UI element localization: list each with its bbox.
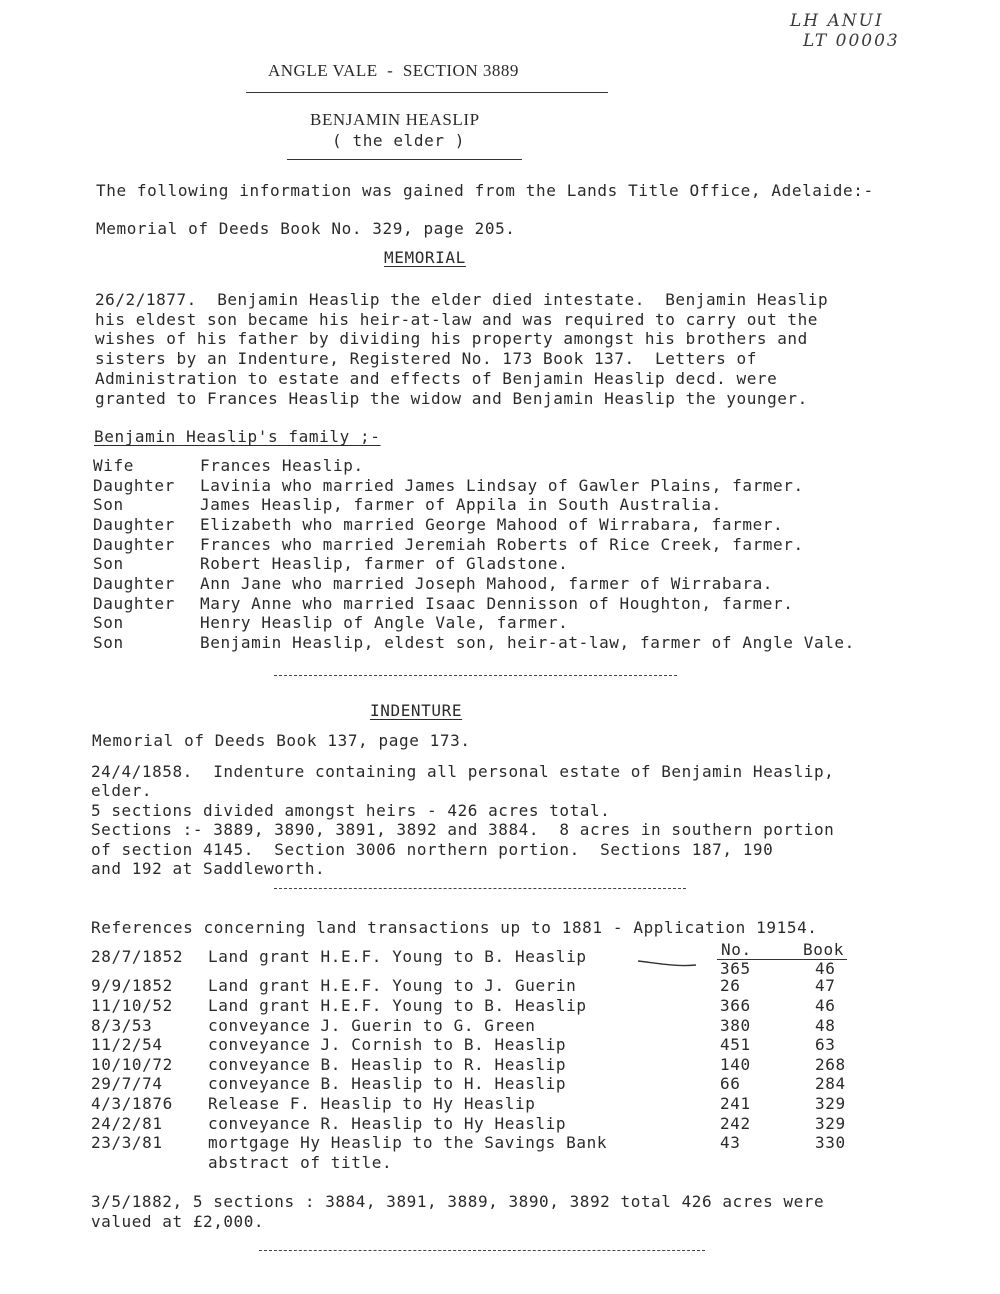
family-description: Benjamin Heaslip, eldest son, heir-at-law, farmer of Angle Vale. [200,633,855,652]
indenture-line: 5 sections divided amongst heirs - 426 acres total. [91,800,611,820]
table-row [0,1133,1000,1153]
section-divider [274,675,677,676]
transaction-no: 43 [720,1133,741,1152]
transaction-date: 9/9/1852 [91,976,173,995]
transaction-description: conveyance J. Cornish to B. Heaslip [208,1035,567,1054]
family-description: Elizabeth who married George Mahood of Wirrabara, farmer. [200,515,784,534]
memorial-line: 26/2/1877. Benjamin Heaslip the elder died intestate. Benjamin Heaslip [95,290,829,309]
transaction-date: 28/7/1852 [91,947,184,966]
transaction-description: Land grant H.E.F. Young to B. Heaslip [208,947,587,966]
family-member-row [0,535,1000,555]
transaction-book: 329 [815,1094,846,1113]
family-member-row [0,456,1000,476]
transaction-date: 10/10/72 [91,1055,173,1074]
transaction-book: 330 [815,1133,846,1152]
indenture-line: and 192 at Saddleworth. [91,859,326,879]
family-role: Wife [93,456,134,475]
valuation-line: 3/5/1882, 5 sections : 3884, 3891, 3889, 3890, 3892 total 426 acres were [91,1192,825,1211]
indenture-line: elder. [91,781,153,801]
page-title: ANGLE VALE - SECTION 3889 [268,61,519,80]
transaction-book: 48 [815,1016,836,1035]
person-subtitle: ( the elder ) [332,131,466,150]
family-description: Frances Heaslip. [200,456,364,475]
transaction-book: 329 [815,1114,846,1133]
family-description: Lavinia who married James Lindsay of Gawler Plains, farmer. [200,476,804,495]
transaction-book: 46 [815,959,836,978]
transaction-no: 66 [720,1074,741,1093]
transaction-no: 242 [720,1114,751,1133]
references-heading: References concerning land transactions up to 1881 - Application 19154. [91,918,818,937]
transaction-no: 366 [720,996,751,1015]
family-role: Daughter [93,476,175,495]
family-role: Son [93,495,124,514]
transaction-description: conveyance B. Heaslip to H. Heaslip [208,1074,567,1093]
table-row [0,1055,1000,1075]
family-member-row [0,476,1000,496]
family-member-row [0,495,1000,515]
family-description: Henry Heaslip of Angle Vale, farmer. [200,613,569,632]
family-role: Son [93,613,124,632]
transaction-book: 47 [815,976,836,995]
section-divider [259,1250,705,1251]
transaction-note: abstract of title. [208,1153,393,1172]
family-member-row [0,574,1000,594]
transaction-book: 63 [815,1035,836,1054]
table-row [0,1035,1000,1055]
transaction-description: conveyance J. Guerin to G. Green [208,1016,536,1035]
family-description: Robert Heaslip, farmer of Gladstone. [200,554,569,573]
family-role: Son [93,554,124,573]
transaction-description: conveyance B. Heaslip to R. Heaslip [208,1055,567,1074]
transaction-description: Land grant H.E.F. Young to B. Heaslip [208,996,587,1015]
indenture-heading: INDENTURE [370,701,463,720]
indenture-line: Sections :- 3889, 3890, 3891, 3892 and 3884. 8 acres in southern portion [91,820,835,840]
family-member-row [0,594,1000,614]
transaction-date: 8/3/53 [91,1016,153,1035]
memorial-paragraph [95,290,915,408]
transaction-no: 241 [720,1094,751,1113]
transaction-no: 365 [720,959,751,978]
memorial-line: Administration to estate and effects of Benjamin Heaslip decd. were [95,368,778,388]
memorial-line: wishes of his father by dividing his property amongst his brothers and [95,329,808,349]
indenture-paragraph [91,762,911,878]
archive-ref-line-1: LH ANUI [790,11,884,31]
transaction-no: 451 [720,1035,751,1054]
memorial-line: sisters by an Indenture, Registered No. 173 Book 137. Letters of [95,349,757,369]
family-member-row [0,613,1000,633]
transaction-no: 140 [720,1055,751,1074]
family-member-row [0,515,1000,535]
transaction-book: 268 [815,1055,846,1074]
table-row [0,1016,1000,1036]
family-description: Ann Jane who married Joseph Mahood, farmer of Wirrabara. [200,574,774,593]
transaction-description: conveyance R. Heaslip to Hy Heaslip [208,1114,567,1133]
family-role: Daughter [93,574,175,593]
title-rule [246,92,608,93]
table-row [0,1094,1000,1114]
transaction-date: 11/10/52 [91,996,173,1015]
transaction-description: mortgage Hy Heaslip to the Savings Bank [208,1133,608,1152]
column-header-book: Book [803,940,844,959]
family-role: Daughter [93,594,175,613]
family-role: Daughter [93,535,175,554]
family-role: Daughter [93,515,175,534]
memorial-reference: Memorial of Deeds Book No. 329, page 205. [96,219,516,238]
family-description: Mary Anne who married Isaac Dennisson of Houghton, farmer. [200,594,794,613]
column-header-no: No. [721,940,752,959]
transaction-date: 23/3/81 [91,1133,163,1152]
memorial-heading: MEMORIAL [384,248,466,267]
transaction-date: 11/2/54 [91,1035,163,1054]
indenture-reference: Memorial of Deeds Book 137, page 173. [92,731,471,750]
name-rule [287,159,522,160]
archive-ref-line-2: LT 00003 [803,31,900,51]
intro-text: The following information was gained from the Lands Title Office, Adelaide:- [96,181,874,200]
table-row [0,1074,1000,1094]
family-description: Frances who married Jeremiah Roberts of Rice Creek, farmer. [200,535,804,554]
indenture-line: of section 4145. Section 3006 northern portion. Sections 187, 190 [91,839,774,859]
transaction-date: 29/7/74 [91,1074,163,1093]
valuation-paragraph [91,1192,911,1231]
family-member-row [0,554,1000,574]
family-description: James Heaslip, farmer of Appila in South Australia. [200,495,722,514]
family-role: Son [93,633,124,652]
transaction-date: 4/3/1876 [91,1094,173,1113]
transaction-date: 24/2/81 [91,1114,163,1133]
transaction-description: Release F. Heaslip to Hy Heaslip [208,1094,536,1113]
table-row [0,1114,1000,1134]
person-name: BENJAMIN HEASLIP [310,110,480,129]
transaction-description: Land grant H.E.F. Young to J. Guerin [208,976,577,995]
transaction-no: 26 [720,976,741,995]
valuation-line: valued at £2,000. [91,1211,265,1231]
transaction-book: 46 [815,996,836,1015]
memorial-line: granted to Frances Heaslip the widow and Benjamin Heaslip the younger. [95,388,808,408]
table-row [0,976,1000,996]
transaction-no: 380 [720,1016,751,1035]
section-divider [274,888,686,889]
table-row [0,1153,1000,1173]
memorial-line: his eldest son became his heir-at-law and was required to carry out the [95,309,818,329]
transaction-book: 284 [815,1074,846,1093]
family-heading: Benjamin Heaslip's family ;- [94,427,381,446]
family-member-row [0,633,1000,653]
indenture-line: 24/4/1858. Indenture containing all personal estate of Benjamin Heaslip, [91,762,835,781]
table-row [0,996,1000,1016]
